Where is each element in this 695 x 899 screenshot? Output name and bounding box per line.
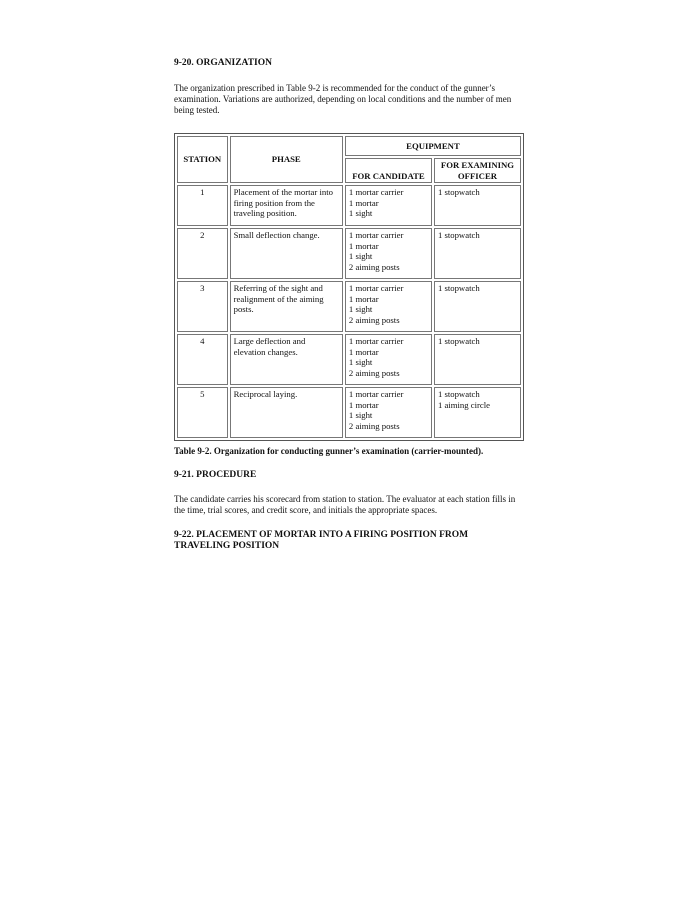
equipment-item: 1 aiming circle <box>437 399 491 410</box>
equipment-item: 2 aiming posts <box>348 261 400 272</box>
page-content <box>174 58 524 552</box>
equipment-item: 1 sight <box>348 357 373 368</box>
candidate-equipment-cell <box>345 281 432 332</box>
equipment-item: 1 stopwatch <box>437 336 480 347</box>
equipment-item: 1 mortar <box>348 399 379 410</box>
equipment-item: 1 mortar carrier <box>348 389 404 400</box>
header-phase: PHASE <box>230 136 343 183</box>
officer-equipment-cell <box>434 334 521 385</box>
header-for-candidate: FOR CANDIDATE <box>345 158 432 183</box>
candidate-equipment-cell <box>345 228 432 279</box>
equipment-item: 1 mortar carrier <box>348 336 404 347</box>
phase-cell: Placement of the mortar into firing position from the traveling position. <box>230 185 343 226</box>
phase-cell: Large deflection and elevation changes. <box>230 334 343 385</box>
equipment-item: 2 aiming posts <box>348 420 400 431</box>
equipment-item: 1 sight <box>348 208 373 219</box>
header-for-examining-officer: FOR EXAMINING OFFICER <box>434 158 521 183</box>
table-header-row <box>177 136 521 156</box>
header-equipment: EQUIPMENT <box>345 136 521 156</box>
equipment-item: 1 mortar <box>348 240 379 251</box>
equipment-item: 1 sight <box>348 410 373 421</box>
equipment-item: 1 stopwatch <box>437 389 480 400</box>
section-heading-9-22: 9-22. PLACEMENT OF MORTAR INTO A FIRING POSITION FROM TRAVELING POSITION <box>174 530 469 552</box>
phase-cell: Referring of the sight and realignment of the aiming posts. <box>230 281 343 332</box>
equipment-item: 1 mortar <box>348 293 379 304</box>
officer-equipment-cell <box>434 185 521 226</box>
equipment-item: 1 sight <box>348 251 373 262</box>
equipment-item: 1 mortar carrier <box>348 187 404 198</box>
equipment-item: 1 sight <box>348 304 373 315</box>
section-heading-9-21: 9-21. PROCEDURE <box>174 470 257 481</box>
table-subheader-row <box>177 158 521 183</box>
section-paragraph-9-21: The candidate carries his scorecard from station to station. The evaluator at each station fills in the time, trial scores, and credit score, and initials the appropriate spaces. <box>174 494 516 516</box>
candidate-equipment-cell <box>345 387 432 438</box>
equipment-item: 2 aiming posts <box>348 367 400 378</box>
equipment-item: 1 mortar carrier <box>348 230 404 241</box>
equipment-item: 2 aiming posts <box>348 314 400 325</box>
table-row <box>177 228 521 279</box>
table-row <box>177 185 521 226</box>
section-heading-9-20: 9-20. ORGANIZATION <box>174 58 272 68</box>
station-cell: 1 <box>177 185 228 226</box>
equipment-item: 1 mortar <box>348 346 379 357</box>
candidate-equipment-cell <box>345 334 432 385</box>
equipment-item: 1 mortar carrier <box>348 283 404 294</box>
equipment-item: 1 mortar <box>348 197 379 208</box>
station-cell: 4 <box>177 334 228 385</box>
officer-equipment-cell <box>434 228 521 279</box>
officer-equipment-cell <box>434 387 521 438</box>
table-caption: Table 9-2. Organization for conducting gunner’s examination (carrier-mounted). <box>174 446 484 457</box>
table-row <box>177 387 521 438</box>
table-row <box>177 334 521 385</box>
equipment-item: 1 stopwatch <box>437 283 480 294</box>
equipment-item: 1 stopwatch <box>437 187 480 198</box>
station-cell: 5 <box>177 387 228 438</box>
section-paragraph-9-20: The organization prescribed in Table 9-2 is recommended for the conduct of the gunner’s examination. Variations are authorized, depending on local conditions and the number of men being tested. <box>174 83 512 115</box>
officer-equipment-cell <box>434 281 521 332</box>
table-row <box>177 281 521 332</box>
candidate-equipment-cell <box>345 185 432 226</box>
equipment-item: 1 stopwatch <box>437 230 480 241</box>
organization-table <box>174 133 524 441</box>
phase-cell: Reciprocal laying. <box>230 387 343 438</box>
station-cell: 2 <box>177 228 228 279</box>
header-station: STATION <box>177 136 228 183</box>
phase-cell: Small deflection change. <box>230 228 343 279</box>
station-cell: 3 <box>177 281 228 332</box>
